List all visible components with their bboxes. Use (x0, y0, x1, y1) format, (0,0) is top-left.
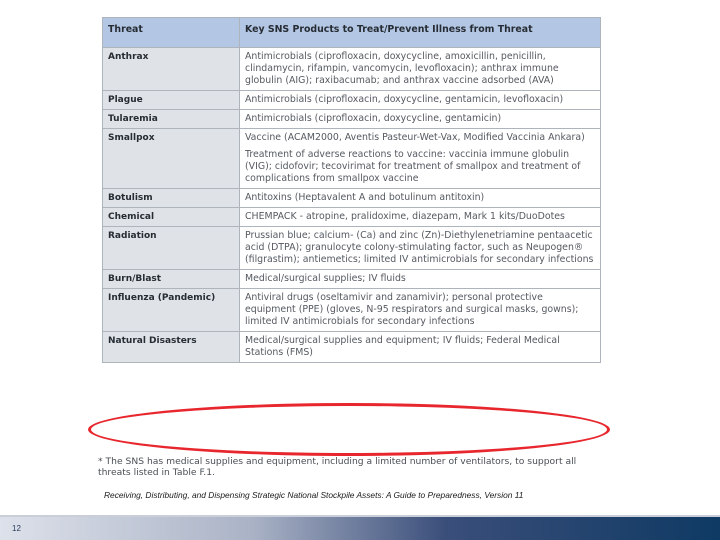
slide-number: 12 (12, 524, 21, 533)
threat-column-header: Threat (103, 18, 240, 48)
threat-cell: Anthrax (103, 48, 240, 91)
products-text: Vaccine (ACAM2000, Aventis Pasteur-Wet-Vax, Modified Vaccinia Ankara) (245, 132, 585, 143)
sns-products-table (102, 17, 601, 363)
products-text: Prussian blue; calcium- (Ca) and zinc (Zn)-Diethylenetriamine pentaacetic acid (DTPA); granulocyte colony-stimulating factor, such as Neupogen® (filgrastim); antiemetics; limited IV antimicrobials for secondary infections (245, 230, 594, 265)
products-text: CHEMPACK - atropine, pralidoxime, diazepam, Mark 1 kits/DuoDotes (245, 211, 565, 222)
table-header-row (103, 18, 601, 48)
products-text: Antimicrobials (ciprofloxacin, doxycycline, gentamicin) (245, 113, 502, 124)
products-text: Antitoxins (Heptavalent A and botulinum antitoxin) (245, 192, 485, 203)
products-cell (240, 110, 601, 129)
threat-cell: Burn/Blast (103, 270, 240, 289)
products-cell (240, 332, 601, 363)
products-text: Medical/surgical supplies and equipment; IV fluids; Federal Medical Stations (FMS) (245, 335, 560, 358)
products-cell (240, 91, 601, 110)
products-text: Antimicrobials (ciprofloxacin, doxycycline, amoxicillin, penicillin, clindamycin, rifampin, vancomycin, levofloxacin); anthrax immune globulin (AIG); raxibacumab; and anthrax vaccine adsorbed (AVA) (245, 51, 559, 86)
products-cell (240, 208, 601, 227)
threat-cell: Chemical (103, 208, 240, 227)
products-column-header: Key SNS Products to Treat/Prevent Illness from Threat (240, 18, 601, 48)
table-row (103, 110, 601, 129)
table-header (103, 18, 601, 48)
table-row (103, 189, 601, 208)
products-text: Treatment of adverse reactions to vaccine: vaccinia immune globulin (VIG); cidofovir; tecovirimat for treatment of smallpox and treatment of complications from smallpox vaccine (245, 149, 581, 184)
table-row (103, 332, 601, 363)
citation: Receiving, Distributing, and Dispensing Strategic National Stockpile Assets: A Guide to Preparedness, Version 11 (104, 490, 524, 500)
products-cell (240, 189, 601, 208)
threat-cell: Plague (103, 91, 240, 110)
table-row (103, 91, 601, 110)
threat-cell: Natural Disasters (103, 332, 240, 363)
table-row (103, 129, 601, 189)
products-cell (240, 289, 601, 332)
table-row (103, 48, 601, 91)
products-text: Antiviral drugs (oseltamivir and zanamivir); personal protective equipment (PPE) (gloves, N-95 respirators and surgical masks, gowns); limited IV antimicrobials for secondary infections (245, 292, 579, 327)
products-cell (240, 129, 601, 189)
table-body (103, 48, 601, 363)
footnote: * The SNS has medical supplies and equipment, including a limited number of ventilators, to support all threats listed in Table F.1. (98, 456, 577, 478)
table-row (103, 227, 601, 270)
threat-cell: Smallpox (103, 129, 240, 189)
footer-bar (0, 517, 720, 540)
products-cell (240, 270, 601, 289)
products-text: Medical/surgical supplies; IV fluids (245, 273, 406, 284)
highlight-ellipse (88, 403, 610, 456)
products-cell (240, 48, 601, 91)
table-row (103, 289, 601, 332)
threat-cell: Botulism (103, 189, 240, 208)
table-row (103, 270, 601, 289)
threat-cell: Influenza (Pandemic) (103, 289, 240, 332)
threat-cell: Radiation (103, 227, 240, 270)
table-row (103, 208, 601, 227)
products-cell (240, 227, 601, 270)
products-text: Antimicrobials (ciprofloxacin, doxycycline, gentamicin, levofloxacin) (245, 94, 564, 105)
threat-cell: Tularemia (103, 110, 240, 129)
